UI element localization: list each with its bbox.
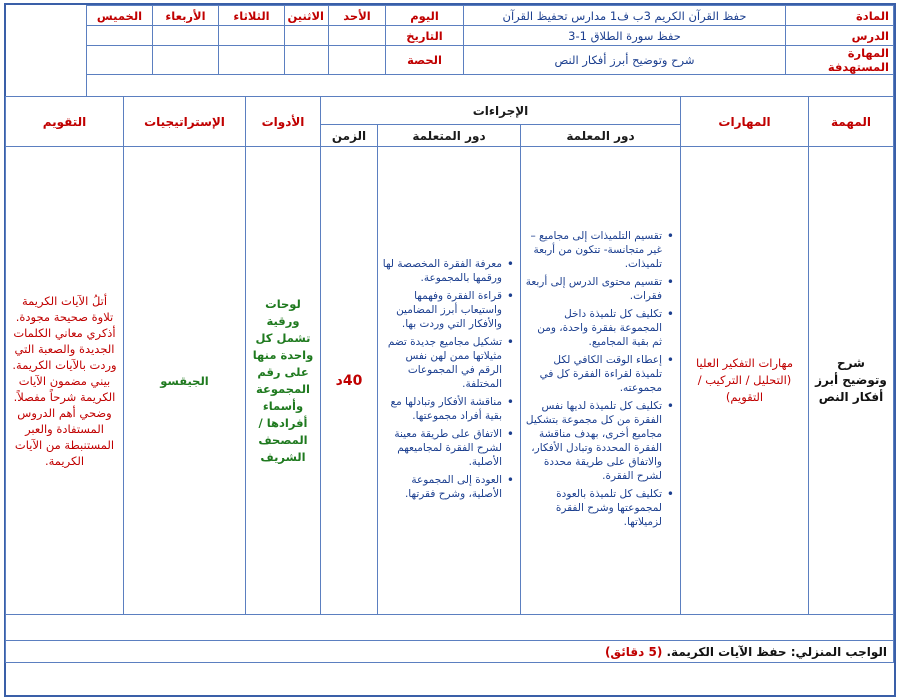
col-time: الزمن — [321, 125, 378, 147]
col-skills: المهارات — [681, 97, 809, 147]
time-cell: 40د — [321, 147, 378, 615]
period-cell-3 — [219, 46, 285, 75]
day-label: اليوم — [386, 6, 464, 26]
tools-cell: لوحات ورقية تشمل كل واحدة منها على رقم المجموعة وأسماء أفرادها / المصحف الشريف — [246, 147, 321, 615]
teacher-item: • تكليف كل تلميذة داخل المجموعة بفقرة واحدة، ومن ثم بقية المجاميع. — [525, 307, 662, 349]
homework-text: حفظ الآيات الكريمة. — [666, 644, 787, 659]
date-cell-4 — [153, 26, 219, 46]
day-thursday: الخميس — [87, 6, 153, 26]
student-item: • تشكيل مجاميع جديدة تضم مثيلاتها ممن لهن نفس الرقم في المجموعات المختلفة. — [382, 335, 502, 391]
student-items-list — [382, 257, 516, 501]
teacher-item: • إعطاء الوقت الكافي لكل تلميذة لقراءة الفقرة كل في مجموعته. — [525, 353, 662, 395]
col-evaluation: التقويم — [6, 97, 124, 147]
teacher-role-cell — [521, 147, 681, 615]
lesson-row — [6, 147, 894, 615]
day-monday: الاثنين — [285, 6, 329, 26]
lesson-value: حفظ سورة الطلاق 1-3 — [464, 26, 786, 46]
header-row-lesson — [6, 26, 894, 46]
student-item: • مناقشة الأفكار وتبادلها مع بقية أفراد مجموعتها. — [382, 395, 502, 423]
day-wednesday: الأربعاء — [153, 6, 219, 26]
lesson-plan-sheet — [4, 3, 896, 697]
header-table — [5, 5, 894, 97]
procedures-table — [5, 96, 894, 663]
date-cell-3 — [219, 26, 285, 46]
student-item: • معرفة الفقرة المخصصة لها ورقمها بالمجموعة. — [382, 257, 502, 285]
blank-row — [6, 615, 894, 641]
teacher-item: • تقسيم محتوى الدرس إلى أربعة فقرات. — [525, 275, 662, 303]
lesson-label: الدرس — [786, 26, 894, 46]
strategy-cell: الجيقسو — [124, 147, 246, 615]
student-item: • الاتفاق على طريقة معينة لشرح الفقرة لمجاميعهم الأصلية. — [382, 427, 502, 469]
homework-cell — [6, 641, 894, 663]
evaluation-cell: أتلُ الآيات الكريمة تلاوة صحيحة مجودة. أذكري معاني الكلمات الجديدة والصعبة التي وردت بالآيات الكريمة. بيني مضمون الآيات الكريمة شرحاً مفصلاً. وضحي أهم الدروس المستفادة والعبر المستنبطة من الآيات الكريمة. — [6, 147, 124, 615]
subject-value: حفظ القرآن الكريم 3ب ف1 مدارس تحفيظ القرآن — [464, 6, 786, 26]
header-spacer-row — [6, 75, 894, 97]
period-cell-4 — [153, 46, 219, 75]
period-cell-1 — [329, 46, 386, 75]
day-tuesday: الثلاثاء — [219, 6, 285, 26]
skills-cell: مهارات التفكير العليا (التحليل / التركيب / التقويم) — [681, 147, 809, 615]
teacher-item: • تكليف كل تلميذة لديها نفس الفقرة من كل مجموعة بتشكيل مجاميع أخرى، بهدف مناقشة الفقرة المحددة وتبادل الأفكار، والاتفاق على طريقة محددة لشرح الفقرة. — [525, 399, 662, 483]
task-cell: شرح وتوضيح أبرز أفكار النص — [809, 147, 894, 615]
teacher-item: • تقسيم التلميذات إلى مجاميع – غير متجانسة- تتكون من أربعة تلميذات. — [525, 229, 662, 271]
date-cell-2 — [285, 26, 329, 46]
col-student-role: دور المتعلمة — [378, 125, 521, 147]
col-strategies: الإستراتيجيات — [124, 97, 246, 147]
subject-label: المادة — [786, 6, 894, 26]
teacher-items-list — [525, 229, 676, 529]
student-item: • العودة إلى المجموعة الأصلية، وشرح فقرتها. — [382, 473, 502, 501]
column-header-row — [6, 97, 894, 125]
period-label: الحصة — [386, 46, 464, 75]
homework-row — [6, 641, 894, 663]
skill-value: شرح وتوضيح أبرز أفكار النص — [464, 46, 786, 75]
teacher-item: • تكليف كل تلميذة بالعودة لمجموعتها وشرح الفقرة لزميلاتها. — [525, 487, 662, 529]
col-teacher-role: دور المعلمة — [521, 125, 681, 147]
period-cell-5 — [87, 46, 153, 75]
col-tools: الأدوات — [246, 97, 321, 147]
header-spacer — [87, 75, 894, 97]
day-sunday: الأحد — [329, 6, 386, 26]
col-task: المهمة — [809, 97, 894, 147]
skill-label: المهارة المستهدفة — [786, 46, 894, 75]
student-item: • قراءة الفقرة وفهمها واستيعاب أبرز المضامين والأفكار التي وردت بها. — [382, 289, 502, 331]
period-cell-2 — [285, 46, 329, 75]
student-role-cell — [378, 147, 521, 615]
header-row-skill — [6, 46, 894, 75]
header-row-subject — [6, 6, 894, 26]
date-cell-1 — [329, 26, 386, 46]
col-procedures: الإجراءات — [321, 97, 681, 125]
date-label: التاريخ — [386, 26, 464, 46]
homework-label: الواجب المنزلي: — [790, 644, 887, 659]
date-cell-5 — [87, 26, 153, 46]
blank-cell — [6, 615, 894, 641]
homework-duration: (5 دقائق) — [604, 644, 663, 659]
